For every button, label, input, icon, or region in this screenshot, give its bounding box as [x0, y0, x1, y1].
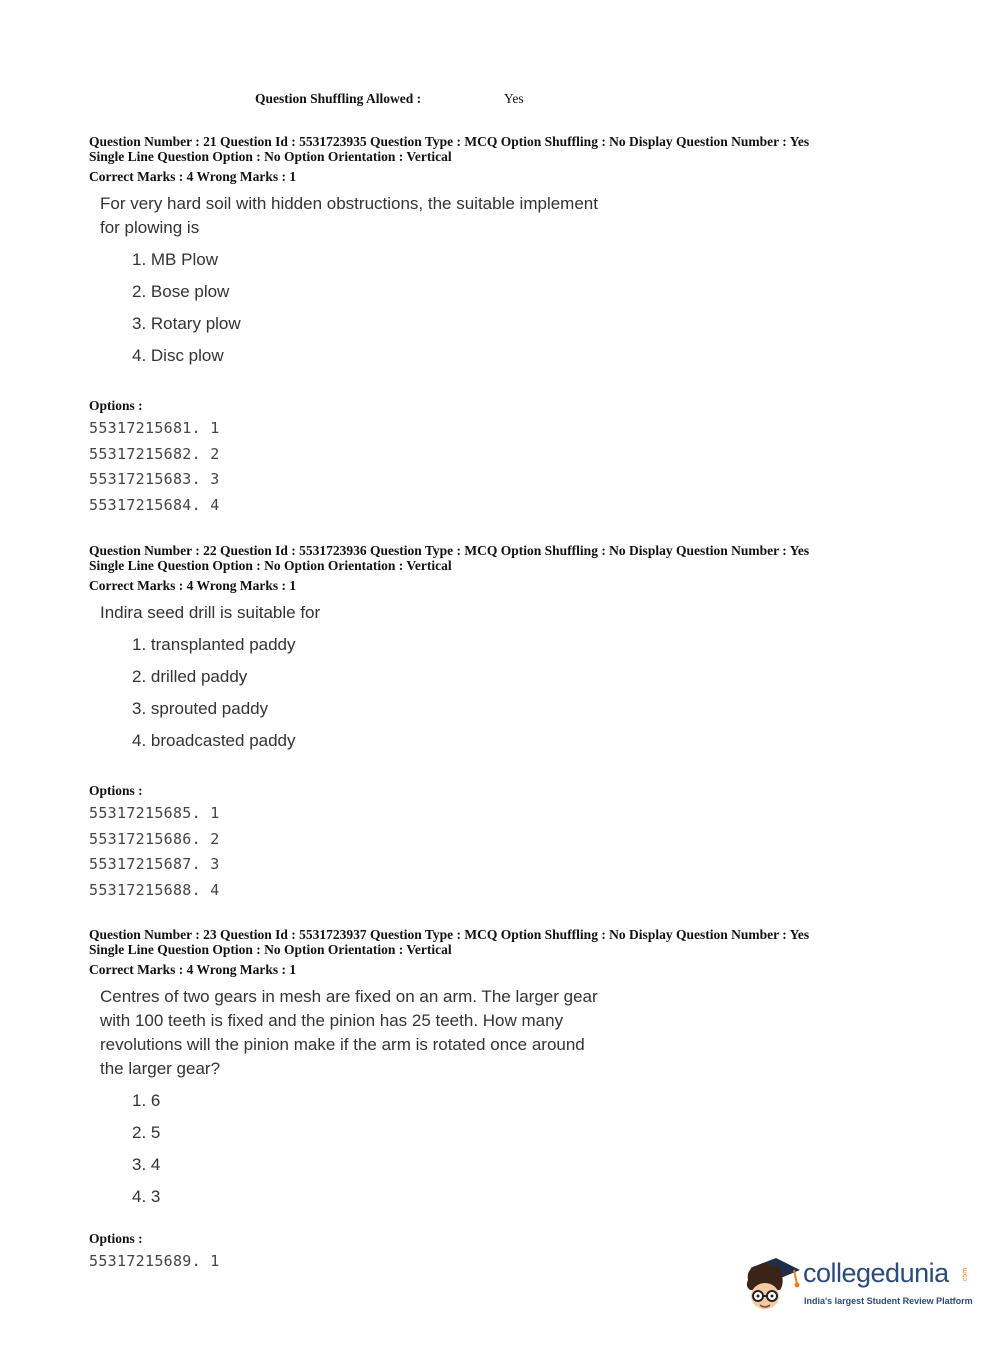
question-text-line: with 100 teeth is fixed and the pinion has 25 teeth. How many — [100, 1011, 564, 1030]
answer-choice: 1. transplanted paddy — [132, 635, 296, 654]
answer-choices — [132, 1085, 969, 1213]
answer-choice: 4. broadcasted paddy — [132, 731, 296, 750]
options-label: Options : — [89, 398, 143, 413]
question-meta-line1: Question Number : 23 Question Id : 5531723937 Question Type : MCQ Option Shuffling : No Display Question Number : Yes — [89, 927, 810, 942]
question-marks: Correct Marks : 4 Wrong Marks : 1 — [89, 962, 297, 977]
options-list — [89, 416, 969, 518]
question-meta-line2: Single Line Question Option : No Option Orientation : Vertical — [89, 942, 452, 957]
collegedunia-logo — [742, 1250, 973, 1320]
question-text-line: the larger gear? — [100, 1059, 221, 1078]
answer-choice: 1. 6 — [132, 1091, 161, 1110]
answer-choice: 2. drilled paddy — [132, 667, 248, 686]
option-id: 55317215687. 3 — [89, 855, 220, 873]
answer-choice: 3. sprouted paddy — [132, 699, 269, 718]
mascot-icon — [742, 1250, 802, 1316]
logo-name: collegedunia — [803, 1258, 949, 1288]
answer-choice: 1. MB Plow — [132, 250, 218, 269]
question-marks: Correct Marks : 4 Wrong Marks : 1 — [89, 578, 297, 593]
answer-choice: 4. 3 — [132, 1187, 161, 1206]
shuffle-value: Yes — [504, 91, 524, 106]
option-id: 55317215688. 4 — [89, 880, 220, 899]
logo-suffix: .com — [962, 1267, 970, 1284]
logo-tagline: India's largest Student Review Platform — [804, 1296, 973, 1306]
answer-choices — [132, 244, 969, 372]
option-id: 55317215689. 1 — [89, 1252, 220, 1270]
option-id: 55317215681. 1 — [89, 419, 220, 437]
options-list — [89, 801, 969, 903]
question-meta-line2: Single Line Question Option : No Option Orientation : Vertical — [89, 558, 452, 573]
option-id: 55317215684. 4 — [89, 495, 220, 514]
option-id: 55317215685. 1 — [89, 804, 220, 822]
answer-choice: 3. 4 — [132, 1155, 161, 1174]
options-label: Options : — [89, 1231, 143, 1246]
question-text-line: For very hard soil with hidden obstructions, the suitable implement — [100, 194, 598, 213]
question-22 — [89, 543, 969, 903]
option-id: 55317215682. 2 — [89, 444, 220, 463]
question-23 — [89, 927, 969, 1275]
question-21 — [89, 134, 969, 518]
answer-choice: 4. Disc plow — [132, 346, 224, 365]
answer-choice: 2. 5 — [132, 1123, 161, 1142]
question-text-line: Indira seed drill is suitable for — [100, 603, 321, 622]
options-label: Options : — [89, 783, 143, 798]
question-meta-line1: Question Number : 21 Question Id : 5531723935 Question Type : MCQ Option Shuffling : No Display Question Number : Yes — [89, 134, 810, 149]
question-text-line: revolutions will the pinion make if the arm is rotated once around — [100, 1035, 585, 1054]
question-marks: Correct Marks : 4 Wrong Marks : 1 — [89, 169, 297, 184]
question-text — [100, 601, 612, 625]
question-meta-line2: Single Line Question Option : No Option Orientation : Vertical — [89, 149, 452, 164]
question-text — [100, 192, 612, 240]
option-id: 55317215686. 2 — [89, 829, 220, 848]
shuffle-label: Question Shuffling Allowed : — [255, 91, 422, 106]
answer-choice: 3. Rotary plow — [132, 314, 241, 333]
question-text — [100, 985, 612, 1081]
answer-choice: 2. Bose plow — [132, 282, 230, 301]
question-meta-line1: Question Number : 22 Question Id : 5531723936 Question Type : MCQ Option Shuffling : No Display Question Number : Yes — [89, 543, 810, 558]
question-text-line: for plowing is — [100, 218, 200, 237]
question-text-line: Centres of two gears in mesh are fixed on an arm. The larger gear — [100, 987, 598, 1006]
option-id: 55317215683. 3 — [89, 470, 220, 488]
answer-choices — [132, 629, 969, 757]
